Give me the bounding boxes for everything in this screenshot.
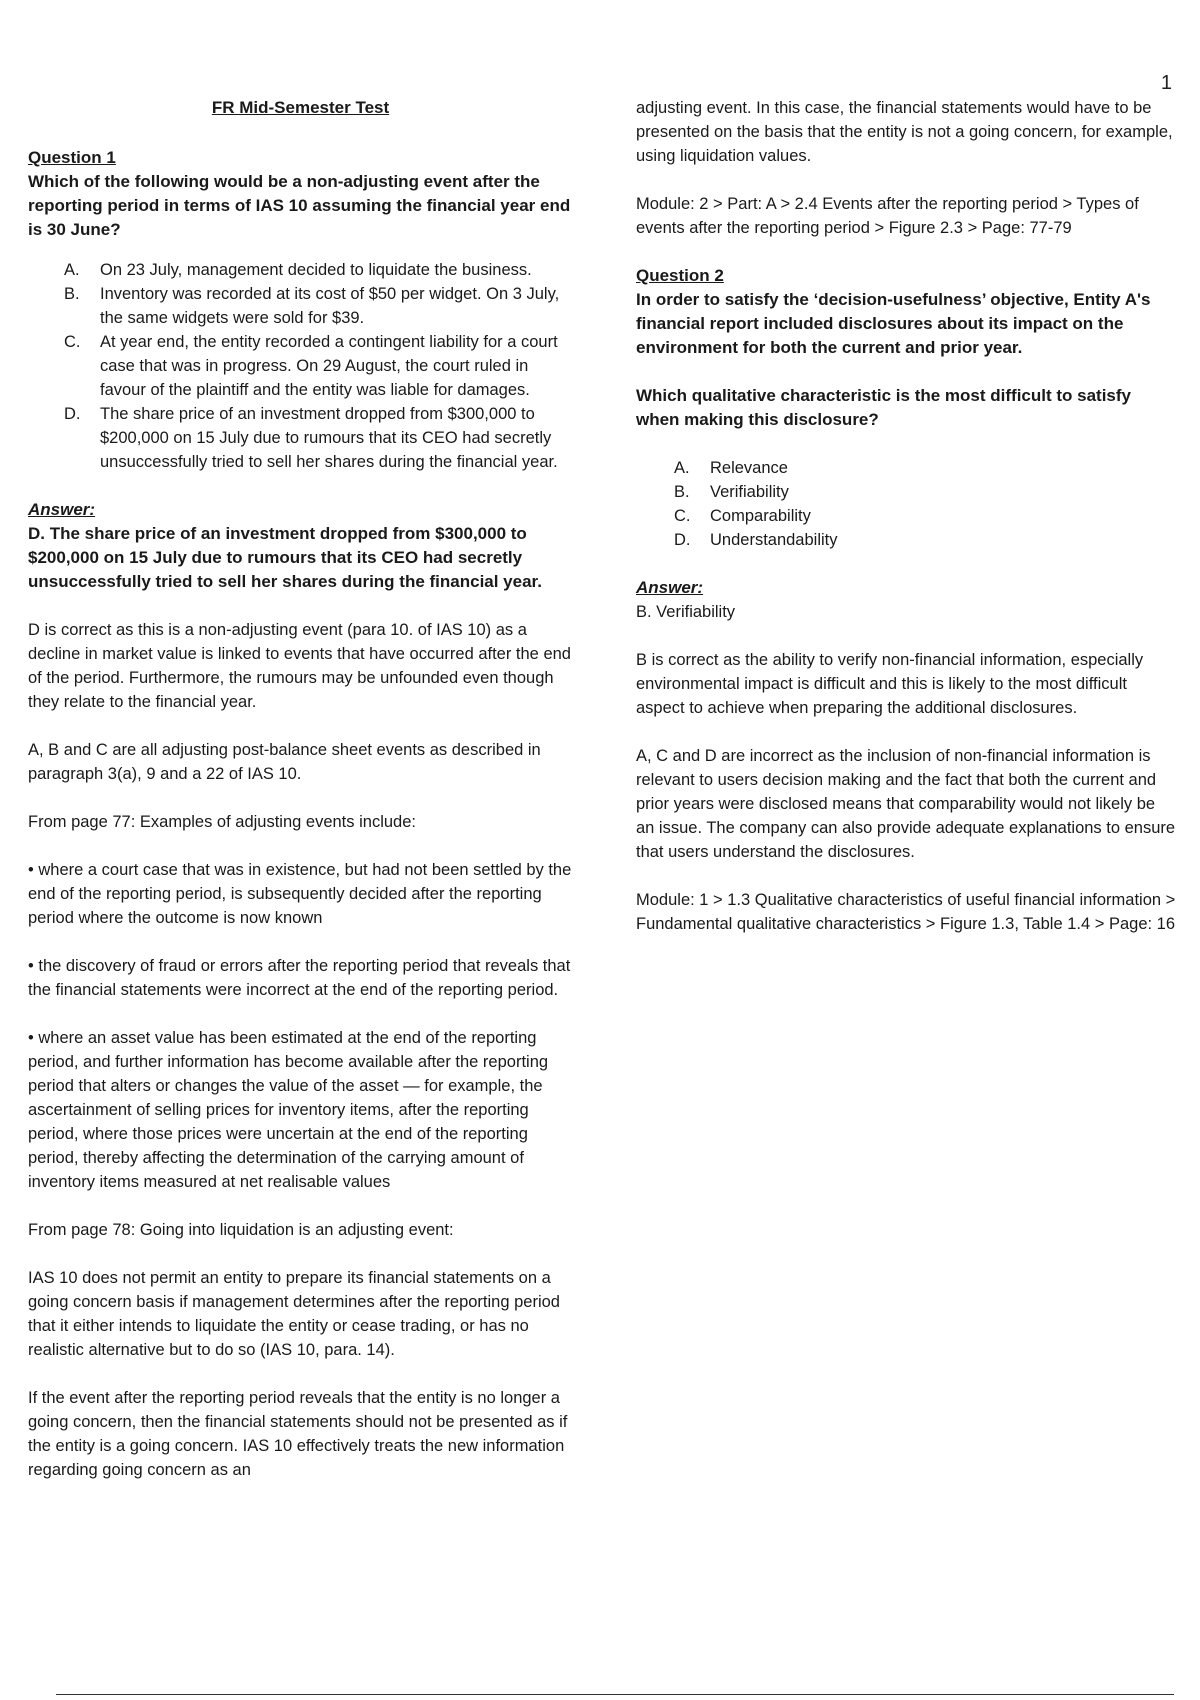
question-1-option-c [28,330,573,402]
page-77-intro: From page 77: Examples of adjusting events include: [28,813,416,831]
left-column [28,96,573,1482]
option-text: Verifiability [710,483,789,501]
document-title: FR Mid-Semester Test [211,98,390,117]
option-text: At year end, the entity recorded a contingent liability for a court case that was in progress. On 29 August, the court ruled in favour of the plaintiff and the entity was liable for damages. [100,333,558,399]
question-1-answer-heading: Answer: [28,500,96,519]
option-letter: D. [674,531,691,549]
right-column [636,96,1176,936]
question-1-text: Which of the following would be a non-adjusting event after the reporting period in terms of IAS 10 assuming the financial year end is 30 June? [28,172,571,239]
option-text: Inventory was recorded at its cost of $50 per widget. On 3 July, the same widgets were sold for $39. [100,285,560,327]
going-concern-paragraph: If the event after the reporting period reveals that the entity is no longer a going concern, then the financial statements should not be presented as if the entity is a going concern. IAS 10 effectively treats the new information regarding going concern as an [28,1389,568,1479]
page-number: 1 [1160,72,1172,94]
option-letter: C. [64,333,81,351]
question-2-option-d [636,528,1176,552]
question-1-options [28,258,573,474]
page-78-intro: From page 78: Going into liquidation is an adjusting event: [28,1221,454,1239]
option-letter: A. [674,459,690,477]
bullet-item: • the discovery of fraud or errors after the reporting period that reveals that the financial statements were incorrect at the end of the reporting period. [28,957,571,999]
option-letter: B. [64,285,80,303]
option-letter: B. [674,483,690,501]
question-1-answer: D. The share price of an investment dropped from $300,000 to $200,000 on 15 July due to rumours that its CEO had secretly unsuccessfully tried to sell her shares during the financial year. [28,524,542,591]
question-1-module-reference: Module: 2 > Part: A > 2.4 Events after the reporting period > Types of events after the reporting period > Figure 2.3 > Page: 77-79 [636,195,1139,237]
going-concern-continued: adjusting event. In this case, the financial statements would have to be presented on the basis that the entity is not a going concern, for example, using liquidation values. [636,99,1173,165]
option-letter: C. [674,507,691,525]
question-2-text: In order to satisfy the ‘decision-usefulness’ objective, Entity A's financial report included disclosures about its impact on the environment for both the current and prior year. [636,290,1151,357]
option-text: Relevance [710,459,788,477]
question-1-option-b [28,282,573,330]
question-2-option-a [636,456,1176,480]
question-1-option-a [28,258,573,282]
question-2-answer-heading: Answer: [636,578,704,597]
question-2-option-b [636,480,1176,504]
question-2-option-c [636,504,1176,528]
option-letter: D. [64,405,81,423]
option-letter: A. [64,261,80,279]
question-2-explanation-1: B is correct as the ability to verify non-financial information, especially environmental impact is difficult and this is likely to the most difficult aspect to achieve when preparing the additional disclosures. [636,651,1144,717]
question-1-option-d [28,402,573,474]
question-1-explanation-2: A, B and C are all adjusting post-balance sheet events as described in paragraph 3(a), 9 and a 22 of IAS 10. [28,741,541,783]
option-text: Comparability [710,507,811,525]
question-2-module-reference: Module: 1 > 1.3 Qualitative characteristics of useful financial information > Fundamental qualitative characteristics > Figure 1.3, Table 1.4 > Page: 16 [636,891,1176,933]
option-text: On 23 July, management decided to liquidate the business. [100,261,532,279]
option-text: The share price of an investment dropped from $300,000 to $200,000 on 15 July due to rumours that its CEO had secretly unsuccessfully tried to sell her shares during the financial year. [100,405,558,471]
question-1-explanation-1: D is correct as this is a non-adjusting event (para 10. of IAS 10) as a decline in market value is linked to events that have occurred after the end of the period. Furthermore, the rumours may be unfounded even though they relate to the financial year. [28,621,571,711]
question-1-heading: Question 1 [28,148,116,167]
question-2-explanation-2: A, C and D are incorrect as the inclusion of non-financial information is relevant to users decision making and the fact that both the current and prior years were disclosed means that comparability would not likely be an issue. The company can also provide adequate explanations to ensure that users understand the disclosures. [636,747,1176,861]
question-2-answer: B. Verifiability [636,603,736,621]
footer-rule [56,1694,1174,1695]
bullet-item: • where an asset value has been estimated at the end of the reporting period, and further information has become available after the reporting period that alters or changes the value of the asset — for example, the ascertainment of selling prices for inventory items, after the reporting period, where those prices were uncertain at the end of the reporting period, thereby affecting the determination of the carrying amount of inventory items measured at net realisable values [28,1029,549,1191]
ias10-paragraph: IAS 10 does not permit an entity to prepare its financial statements on a going concern basis if management determines after the reporting period that it either intends to liquidate the entity or cease trading, or has no realistic alternative but to do so (IAS 10, para. 14). [28,1269,560,1359]
question-2-options [636,456,1176,552]
question-2-heading: Question 2 [636,266,724,285]
option-text: Understandability [710,531,838,549]
question-2-question: Which qualitative characteristic is the most difficult to satisfy when making this disclosure? [636,386,1132,429]
bullet-item: • where a court case that was in existence, but had not been settled by the end of the reporting period, is subsequently decided after the reporting period where the outcome is now known [28,861,572,927]
